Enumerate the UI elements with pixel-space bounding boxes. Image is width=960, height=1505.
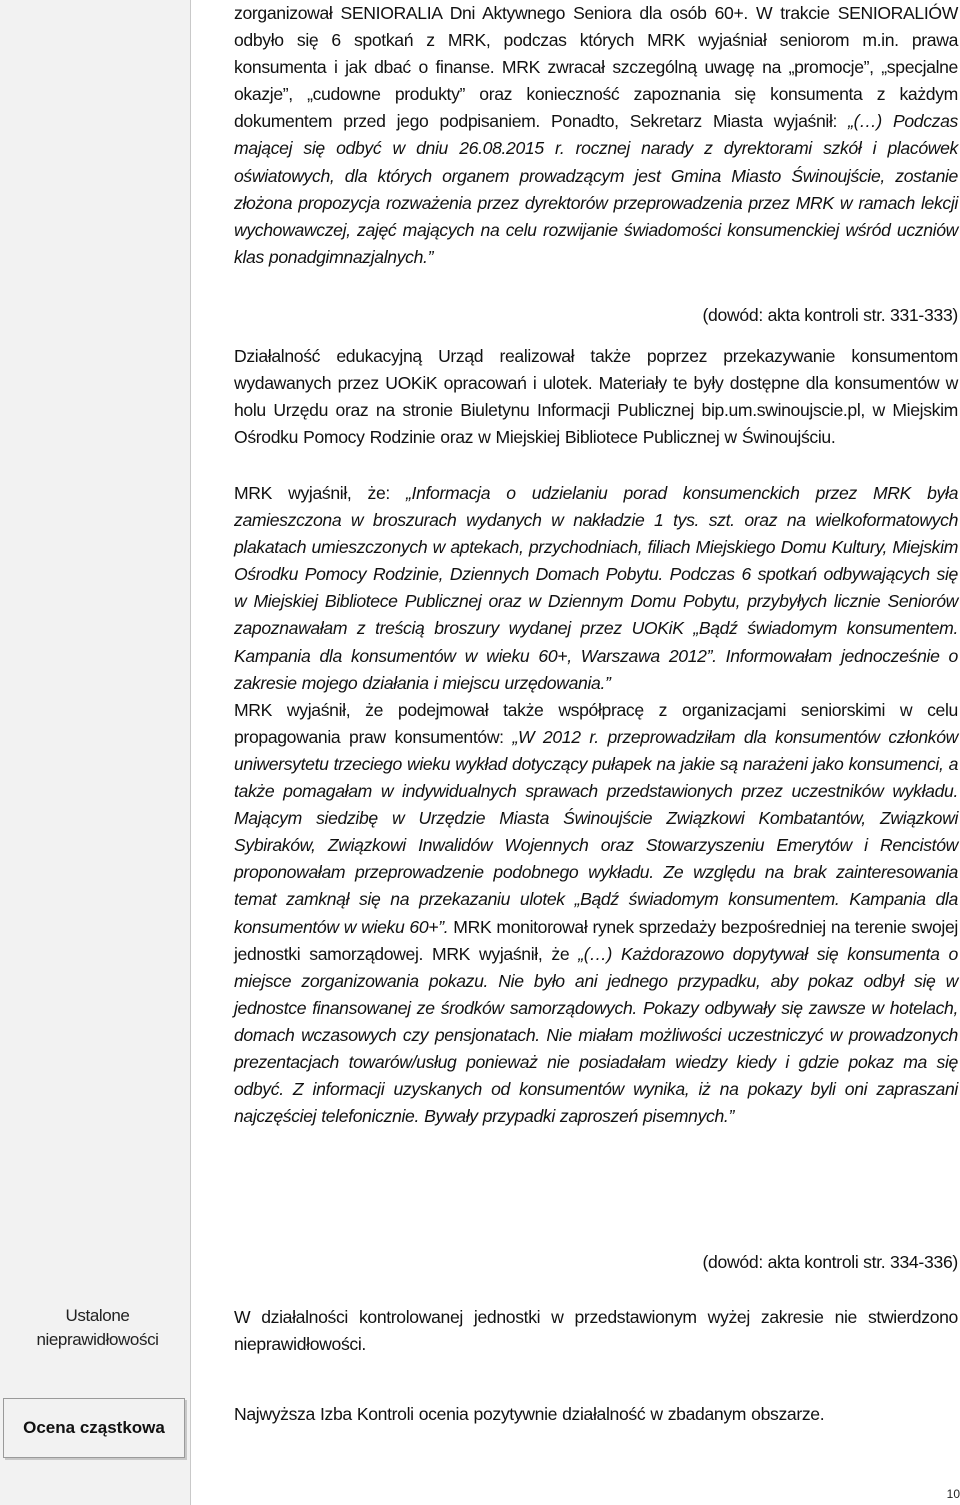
page-number xyxy=(0,1487,960,1501)
irregularities-text: W działalności kontrolowanej jednostki w przedstawionym wyżej zakresie nie stwierdzono nieprawidłowości. xyxy=(234,1307,958,1355)
irregularities-label: Ustalone nieprawidłowości xyxy=(36,1306,159,1349)
paragraph-educational-activity: Działalność edukacyjną Urząd realizował także poprzez przekazywanie konsumentom wydawanych przez UOKiK opracowań i ulotek. Materiały te były dostępne dla konsumentów w holu Urzędu oraz na stronie Biuletynu Informacji Publicznej bip.um.swinoujscie.pl, w Miejskim Ośrodku Pomocy Rodzinie oraz w Miejskiej Bibliotece Publicznej w Świnoujściu. xyxy=(234,346,958,448)
partial-assessment-text: Najwyższa Izba Kontroli ocenia pozytywnie działalność w zbadanym obszarze. xyxy=(234,1404,825,1424)
paragraph-text: MRK wyjaśnił, że: xyxy=(234,483,407,503)
evidence-reference-1: (dowód: akta kontroli str. 331-333) xyxy=(702,305,958,325)
quote-secretary: „(…) Podczas mającej się odbyć w dniu 26.08.2015 r. rocznej narady z dyrektorami szkół i placówek oświatowych, dla których organem prowadzącym jest Gmina Miasto Świnoujście, zostanie złożona propozycja rozważenia przez dyrektorów przeprowadzenia przez MRK w ramach lekcji wychowawczej, zajęć mających na celu rozwijanie świadomości konsumenckiej wśród uczniów klas ponadgimnazjalnych.” xyxy=(234,111,958,267)
quote-mrk-shows: „(…) Każdorazowo dopytywał się konsumenta o miejsce zorganizowania pokazu. Nie było ani jednego przypadku, aby pokaz odbył się w jednostce finansowanej ze środków samorządowych. Pokazy odbywały się zawsze w hotelach, domach wczasowych czy pensjonatach. Nie miałam możliwości uczestniczyć w prowadzonych prezentacjach towarów/usług ponieważ nie posiadałam wiedzy kiedy i gdzie pokaz ma się odbyć. Z informacji uzyskanych od konsumentów wynika, iż na pokazy byli oni zapraszani najczęściej telefonicznie. Bywały przypadki zaproszeń pisemnych.” xyxy=(234,943,958,1127)
partial-assessment-label xyxy=(3,1398,185,1458)
partial-assessment-label-text: Ocena cząstkowa xyxy=(23,1418,165,1437)
evidence-reference-2: (dowód: akta kontroli str. 334-336) xyxy=(702,1252,958,1272)
paragraph-senioralia xyxy=(234,0,958,271)
paragraph-text: MRK monitorował rynek sprzedaży bezpośredniej na terenie swojej jednostki samorządowej. MRK wyjaśnił, że xyxy=(234,916,958,964)
paragraph-mrk-statements xyxy=(234,480,958,1130)
quote-mrk-lectures: „W 2012 r. przeprowadziłam dla konsumentów członków uniwersytetu trzeciego wieku wykład dotyczący pułapek na jakie są narażeni jako konsumenci, a także pomagałam w indywidualnych sprawach przedstawionych przez uczestników wykładu. Mającym siedzibę w Urzędzie Miasta Świnoujście Związkowi Kombatantów, Związkowi Sybiraków, Związkowi Inwalidów Wojennych oraz Stowarzyszeniu Emerytów i Rencistów proponowałam przeprowadzenie podobnego wykładu. Ze względu na brak zainteresowania temat zamknął się na przekazaniu ulotek „Bądź świadomym konsumentem. Kampania dla konsumentów w wieku 60+”. xyxy=(234,726,958,937)
quote-mrk-information: „Informacja o udzielaniu porad konsumenckich przez MRK była zamieszczona w broszurach wydanych w nakładzie 1 tys. szt. oraz na wielkoformatowych plakatach umieszczonych w aptekach, przychodniach, filiach Miejskiego Domu Kultury, Miejskim Ośrodku Pomocy Rodzinie, Dziennych Domach Pobytu. Podczas 6 spotkań odbywających się w Miejskiej Bibliotece Publicznej oraz w Dziennym Domu Pobytu, przybyłych licznie Seniorów zapoznawałam z treścią broszury wydanej przez UOKiK „Bądź świadomym konsumentem. Kampania dla konsumentów w wieku 60+, Warszawa 2012”. Informowałam jednocześnie o zakresie mojego działania i miejscu urzędowania.” xyxy=(234,483,959,693)
paragraph-text: zorganizował SENIORALIA Dni Aktywnego Seniora dla osób 60+. W trakcie SENIORALIÓW odbyło się 6 spotkań z MRK, podczas których MRK wyjaśniał seniorom m.in. prawa konsumenta i jak dbać o finanse. MRK zwracał szczególną uwagę na „promocje”, „specjalne okazje”, „cudowne produkty” oraz konieczność zapoznania się konsumenta z każdym dokumentem przed jego podpisaniem. Ponadto, Sekretarz Miasta wyjaśnił: xyxy=(234,3,958,132)
left-margin-column xyxy=(0,0,191,1505)
paragraph-text: MRK wyjaśnił, że podejmował także współpracę z organizacjami seniorskimi w celu propagowania praw konsumentów: xyxy=(234,699,958,747)
page-number-text: 10 xyxy=(946,1487,960,1501)
